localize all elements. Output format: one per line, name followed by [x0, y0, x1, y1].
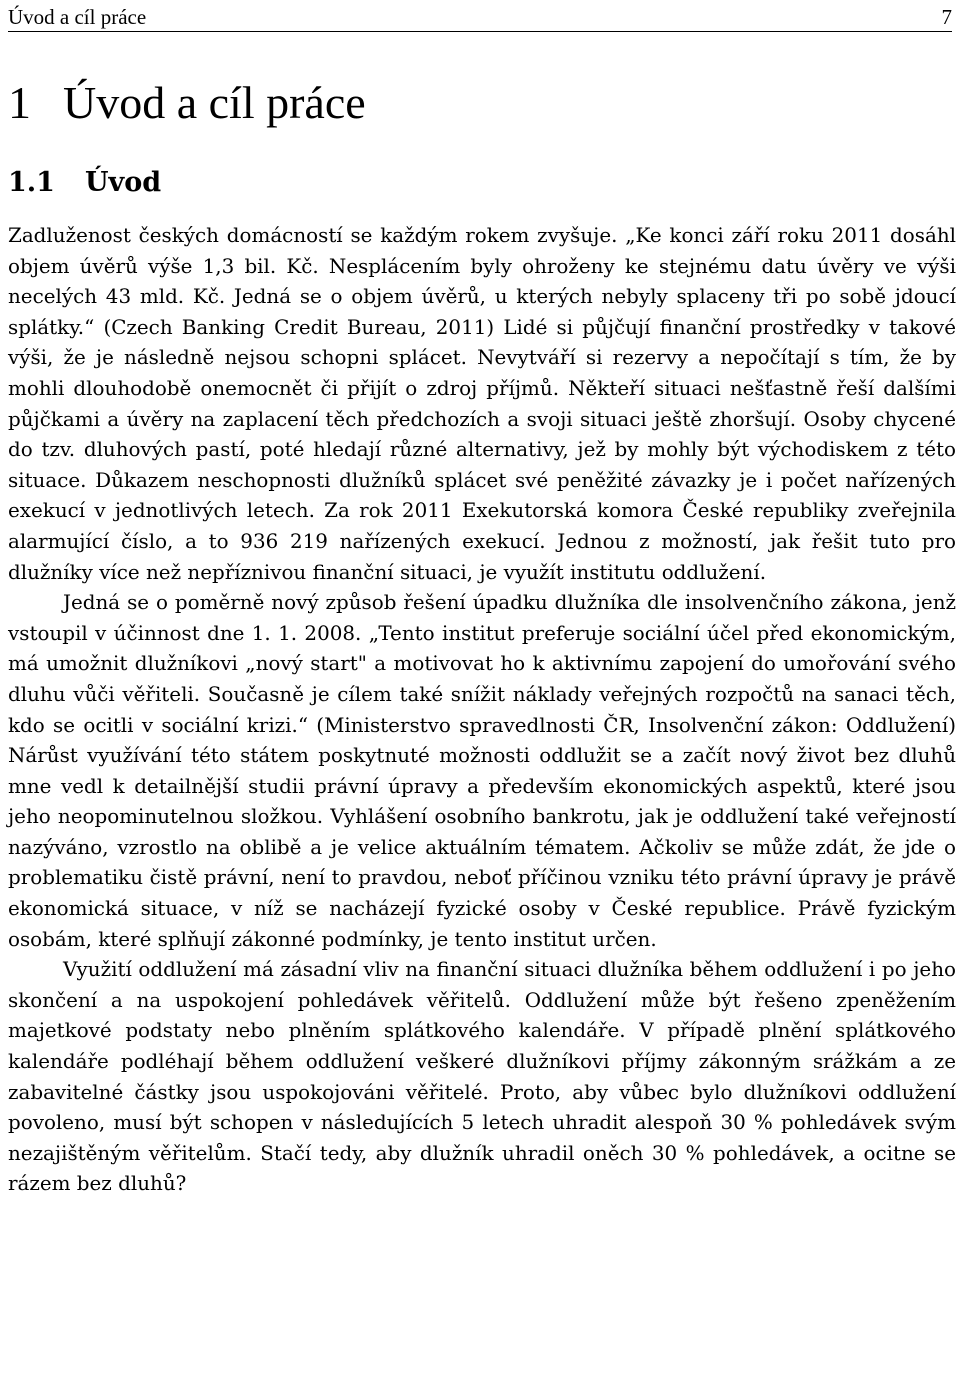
body-text [8, 221, 956, 1200]
page-number: 7 [941, 5, 952, 29]
running-header [8, 5, 952, 32]
chapter-number: 1 [8, 77, 31, 128]
section-heading [8, 165, 161, 201]
paragraph: Využití oddlužení má zásadní vliv na finanční situaci dlužníka během oddlužení i po jeho skončení a na uspokojení pohledávek věřitelů. Oddlužení může být řešeno zpeněžením majetkové podstaty nebo plněním splátkového kalendáře. V případě plnění splátkového kalendáře podléhají během oddlužení veškeré dlužníkovi příjmy zákonným srážkám a ze zabavitelné částky jsou uspokojováni věřitelé. Proto, aby vůbec bylo dlužníkovi oddlužení povoleno, musí být schopen v následujících 5 letech uhradit alespoň 30 % pohledávek svým nezajištěným věřitelům. Stačí tedy, aby dlužník uhradil oněch 30 % pohledávek, a ocitne se rázem bez dluhů? [8, 958, 956, 1196]
chapter-heading [8, 78, 366, 128]
paragraph: Zadluženost českých domácností se každým rokem zvyšuje. „Ke konci září roku 2011 dosáhl objem úvěrů výše 1,3 bil. Kč. Nesplácením byly ohroženy ke stejnému datu úvěry ve výši necelých 43 mld. Kč. Jedná se o objem úvěrů, u kterých nebyly splaceny tři po sobě jdoucí splátky.“ (Czech Banking Credit Bureau, 2011) Lidé si půjčují finanční prostředky v takové výši, že je následně nejsou schopni splácet. Nevytváří si rezervy a nepočítají s tím, že by mohli dlouhodobě onemocnět či přijít o zdroj příjmů. Někteří situaci nešťastně řeší dalšími půjčkami a úvěry na zaplacení těch předchozích a svoji situaci ještě zhoršují. Osoby chycené do tzv. dluhových pastí, poté hledají různé alternativy, jež by mohly být východiskem z této situace. Důkazem neschopnosti dlužníků splácet své peněžité závazky je i počet nařízených exekucí v jednotlivých letech. Za rok 2011 Exekutorská komora České republiky zveřejnila alarmující číslo, a to 936 219 nařízených exekucí. Jednou z možností, jak řešit tuto pro dlužníky více než nepříznivou finanční situaci, je využít institutu oddlužení. [8, 224, 956, 584]
chapter-title: Úvod a cíl práce [63, 77, 366, 128]
running-header-title: Úvod a cíl práce [8, 5, 147, 29]
paragraph: Jedná se o poměrně nový způsob řešení úpadku dlužníka dle insolvenčního zákona, jenž vstoupil v účinnost dne 1. 1. 2008. „Tento institut preferuje sociální účel před ekonomickým, má umožnit dlužníkovi „nový start" a motivovat ho k aktivnímu zapojení do umořování svého dluhu vůči věřiteli. Současně je cílem také snížit náklady veřejných rozpočtů na sanaci těch, kdo se ocitli v sociální krizi.“ (Ministerstvo spravedlnosti ČR, Insolvenční zákon: Oddlužení) Nárůst využívání této státem poskytnuté možnosti oddlužit se a začít nový život bez dluhů mne vedl k detailnější studii právní úpravy a především ekonomických aspektů, které jsou jeho neopominutelnou složkou. Vyhlášení osobního bankrotu, jak je oddlužení také veřejností nazýváno, vzrostlo na oblibě a je velice aktuálním tématem. Ačkoliv se může zdát, že jde o problematiku čistě právní, není to pravdou, neboť příčinou vzniku této právní úpravy je právě ekonomická situace, v níž se nacházejí fyzické osoby v České republice. Právě fyzickým osobám, které splňují zákonné podmínky, je tento institut určen. [8, 591, 956, 951]
section-number: 1.1 [8, 167, 55, 198]
section-title: Úvod [85, 167, 162, 198]
